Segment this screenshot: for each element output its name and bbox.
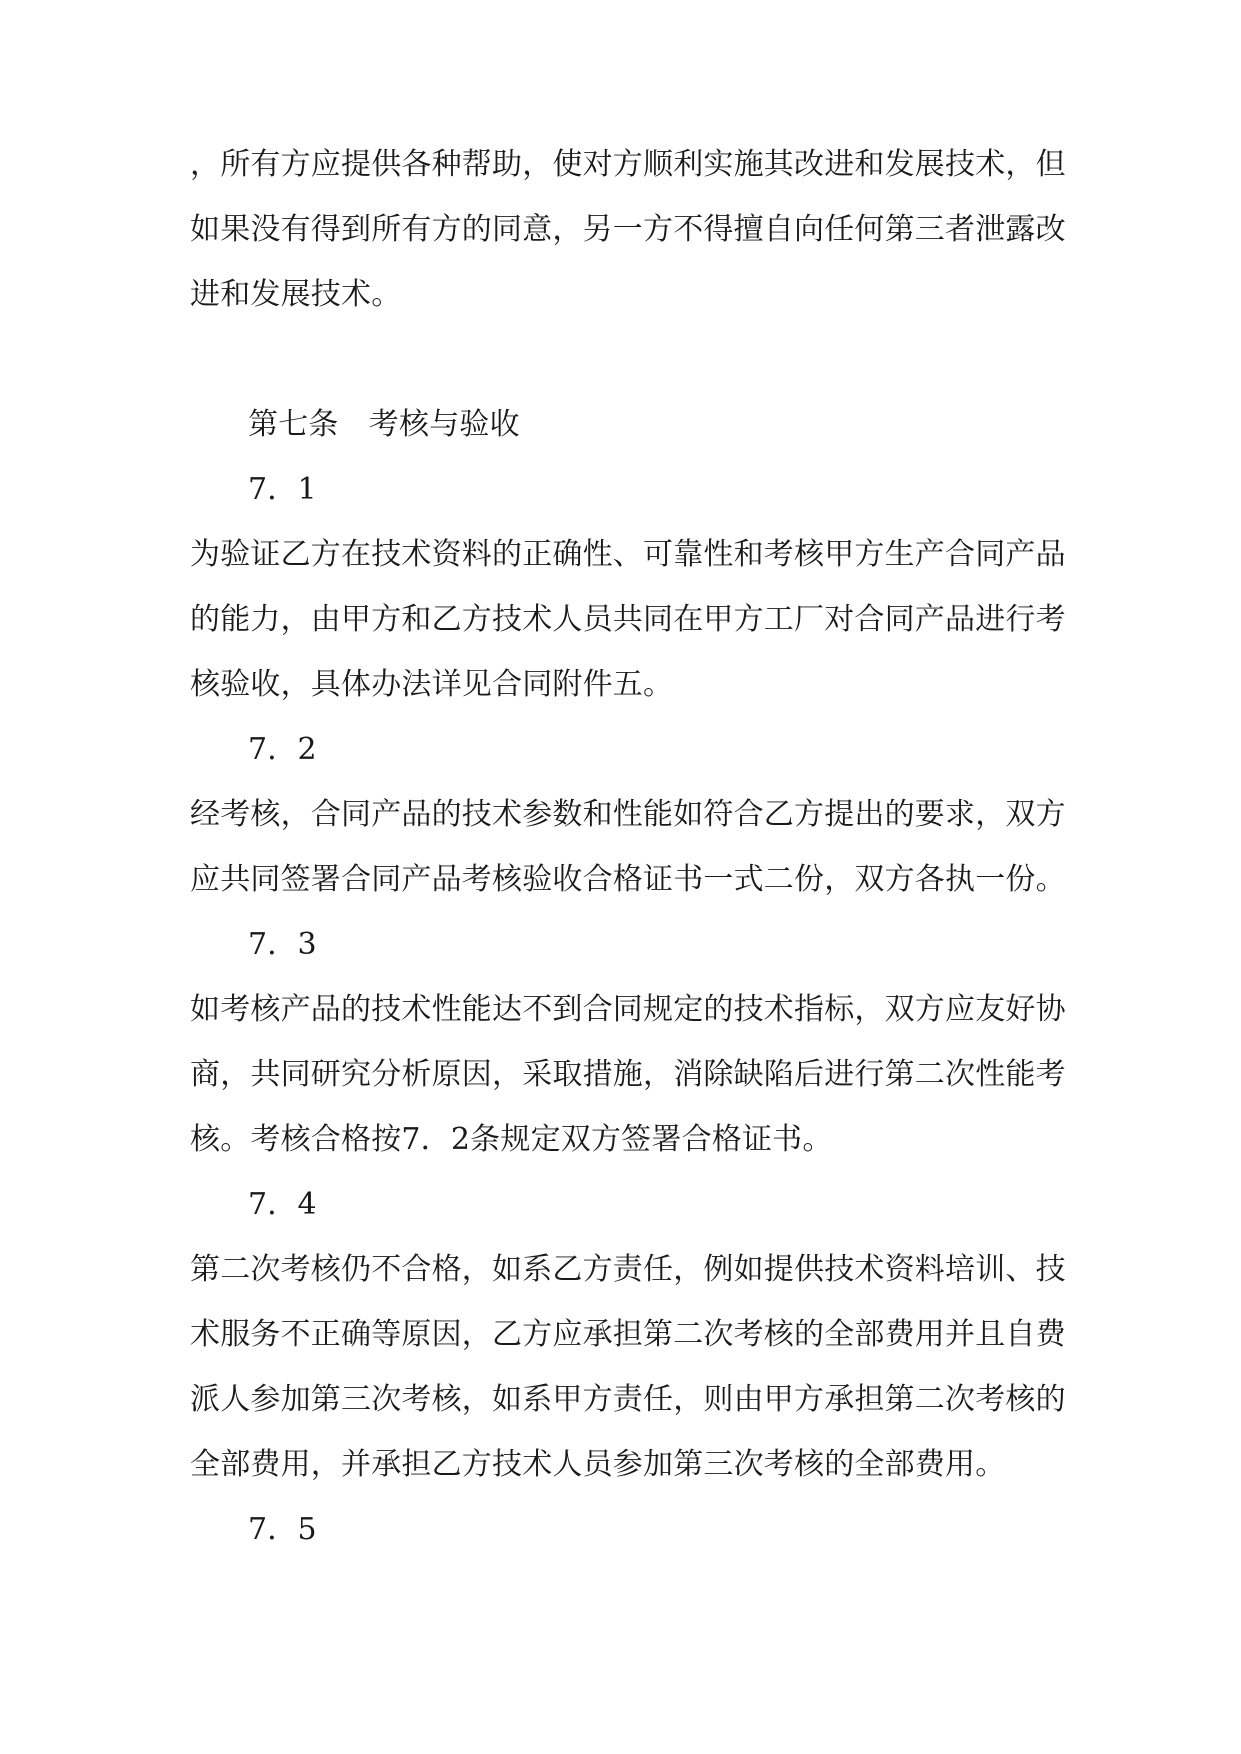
clause-text-line: 经考核，合同产品的技术参数和性能如符合乙方提出的要求，双方 [190, 797, 1066, 832]
body-text-line: ，所有方应提供各种帮助，使对方顺利实施其改进和发展技术，但 [190, 147, 1066, 182]
clause-text-line: 应共同签署合同产品考核验收合格证书一式二份，双方各执一份。 [190, 862, 1066, 897]
body-text-line: 进和发展技术。 [190, 277, 402, 312]
clause-number: 7．5 [248, 1512, 317, 1547]
clause-number: 7．1 [248, 472, 317, 507]
clause-text-line: 核验收，具体办法详见合同附件五。 [190, 667, 674, 702]
clause-text-line: 为验证乙方在技术资料的正确性、可靠性和考核甲方生产合同产品 [190, 537, 1066, 572]
clause-text-line: 的能力，由甲方和乙方技术人员共同在甲方工厂对合同产品进行考 [190, 602, 1066, 637]
clause-text-line: 派人参加第三次考核，如系甲方责任，则由甲方承担第二次考核的 [190, 1382, 1066, 1417]
clause-text-line: 术服务不正确等原因，乙方应承担第二次考核的全部费用并且自费 [190, 1317, 1066, 1352]
clause-number: 7．4 [248, 1187, 317, 1222]
clause-text-line: 如考核产品的技术性能达不到合同规定的技术指标，双方应友好协 [190, 992, 1066, 1027]
article-heading: 第七条 考核与验收 [248, 407, 520, 442]
clause-text-line: 商，共同研究分析原因，采取措施，消除缺陷后进行第二次性能考 [190, 1057, 1066, 1092]
body-text-line: 如果没有得到所有方的同意，另一方不得擅自向任何第三者泄露改 [190, 212, 1066, 247]
clause-number: 7．3 [248, 927, 317, 962]
clause-number: 7．2 [248, 732, 317, 767]
clause-text-line: 第二次考核仍不合格，如系乙方责任，例如提供技术资料培训、技 [190, 1252, 1066, 1287]
clause-text-line: 核。考核合格按7．2条规定双方签署合格证书。 [190, 1122, 833, 1157]
clause-text-line: 全部费用，并承担乙方技术人员参加第三次考核的全部费用。 [190, 1447, 1006, 1482]
